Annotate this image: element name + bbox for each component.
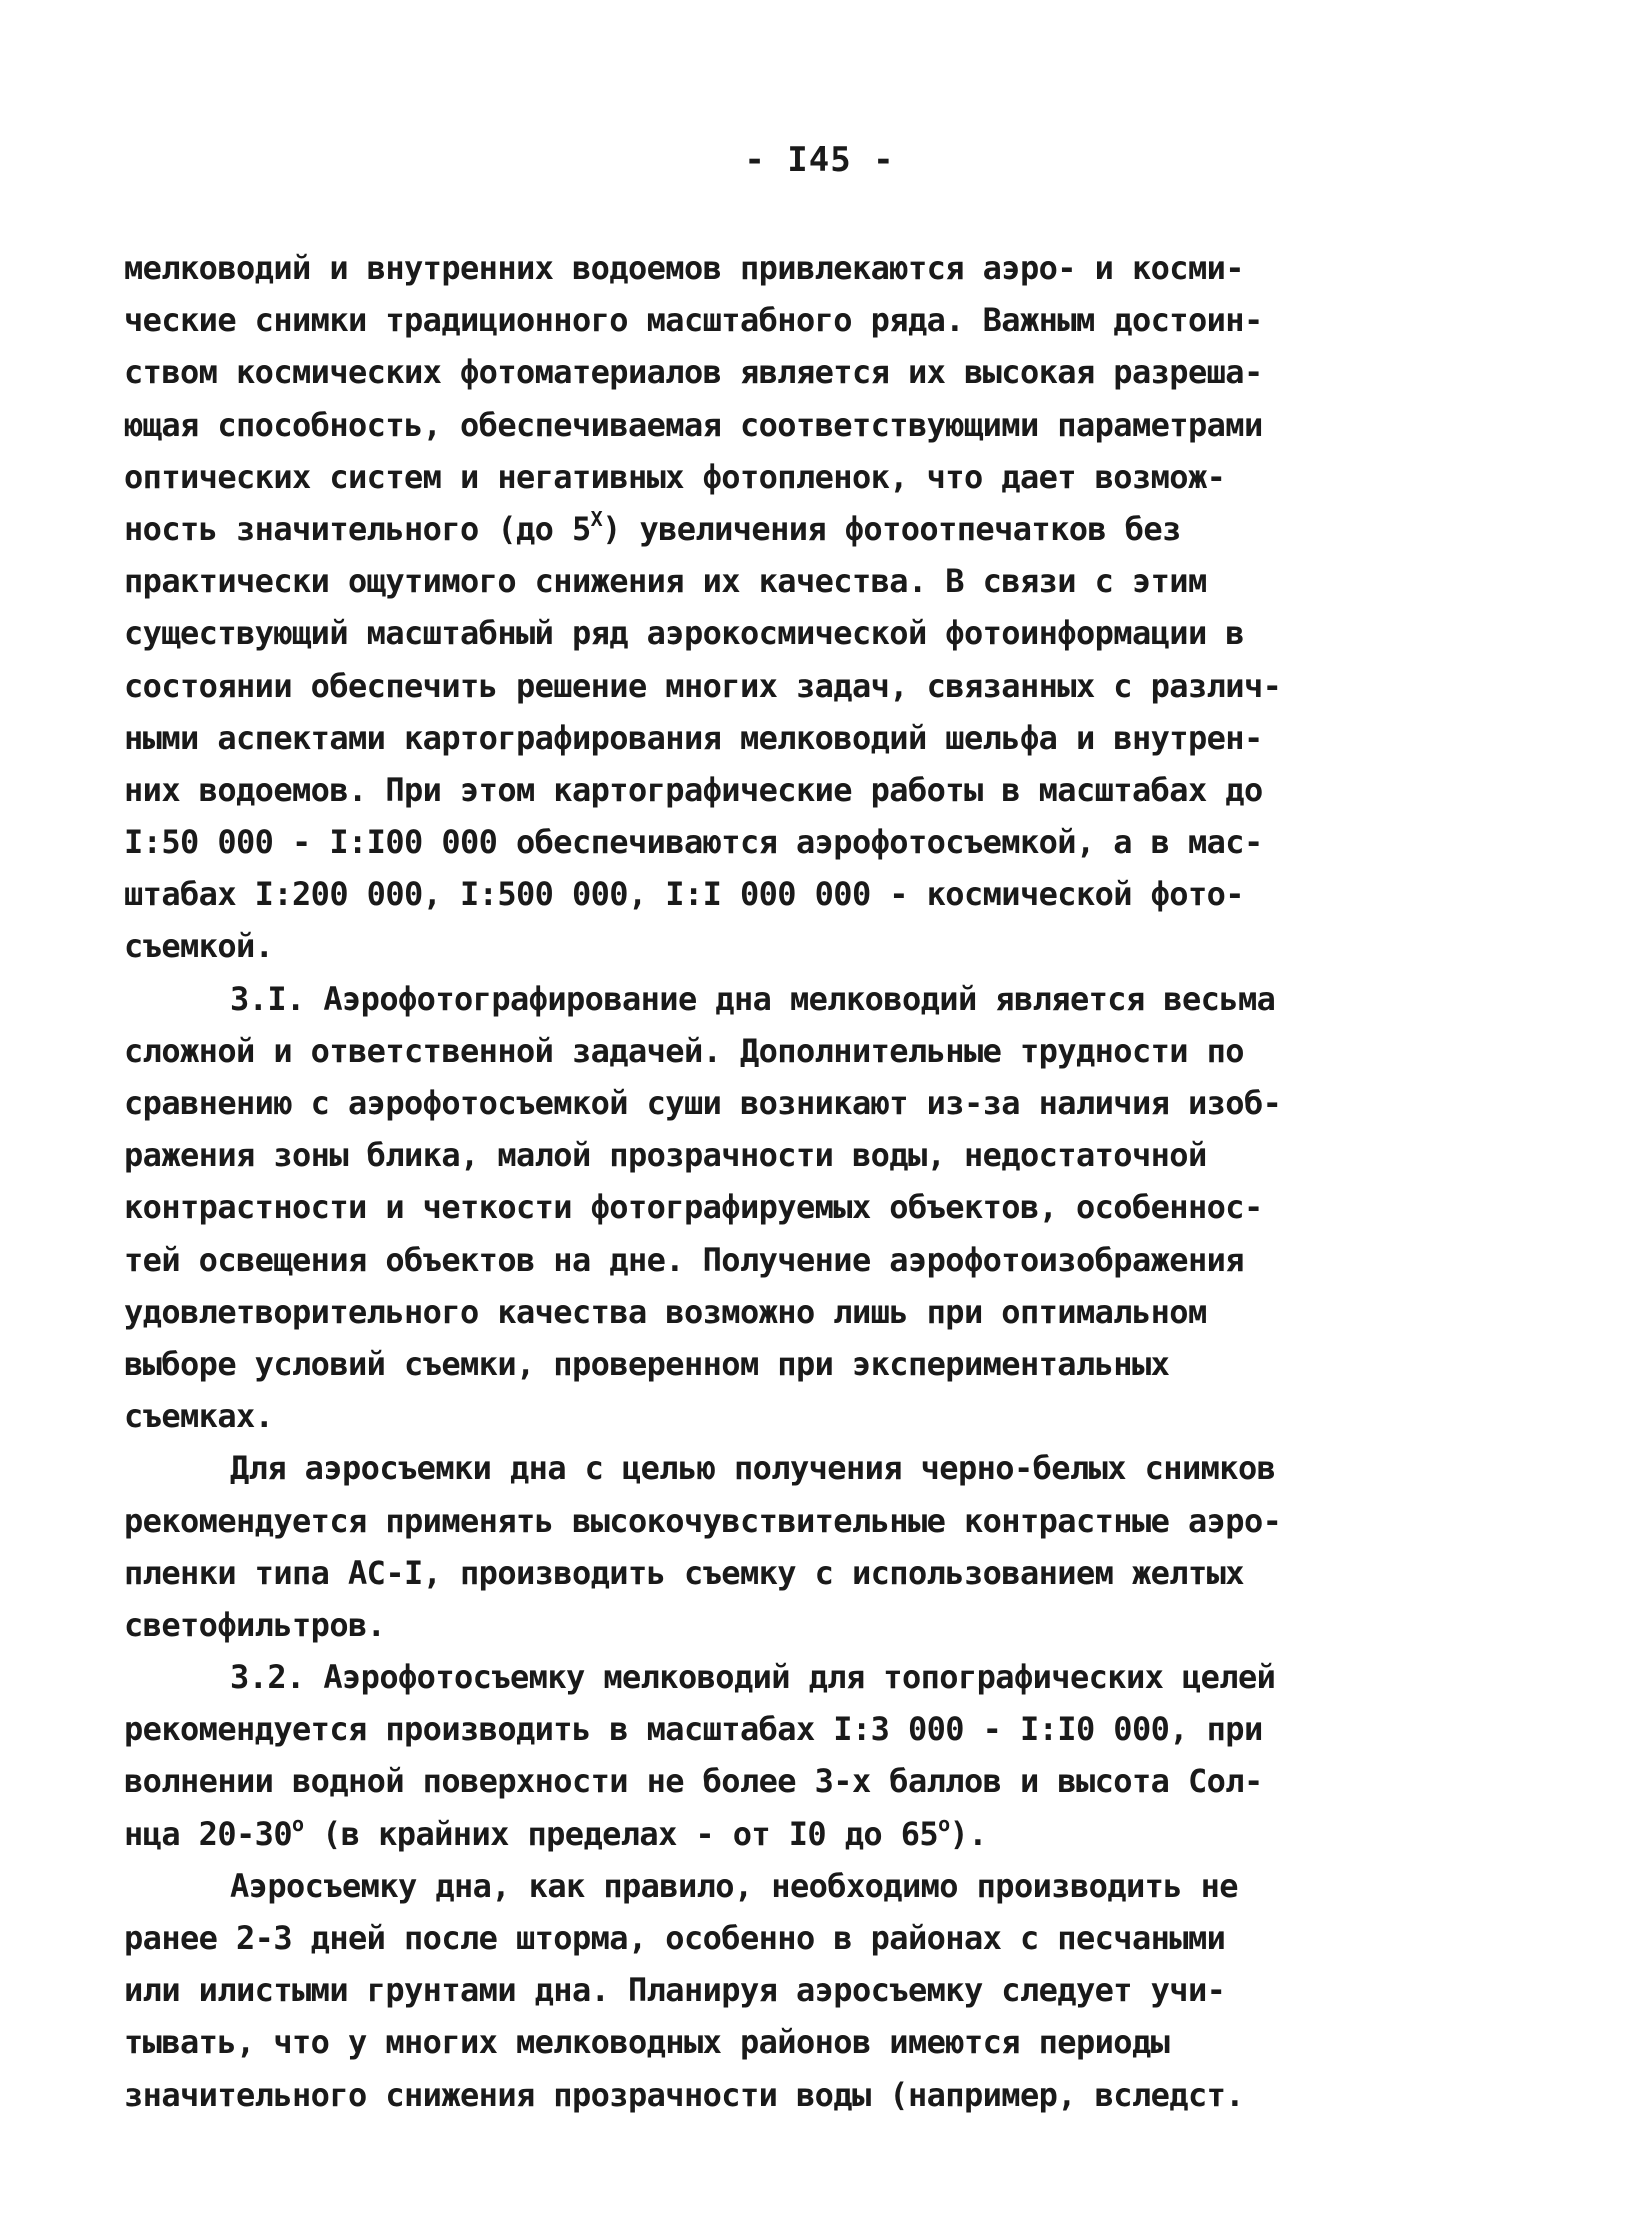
line-text: тей освещения объектов на дне. Получение аэрофотоизображения — [124, 1240, 1244, 1279]
text-line — [124, 1651, 1454, 1703]
text-line — [124, 1338, 1454, 1390]
line-text: съемках. — [124, 1397, 274, 1436]
line-text: или илистыми грунтами дна. Планируя аэросъемку следует учи- — [124, 1971, 1226, 2010]
line-text: контрастности и четкости фотографируемых объектов, особеннос- — [124, 1188, 1263, 1227]
text-line — [124, 2069, 1454, 2121]
text-line — [124, 1390, 1454, 1442]
text-line — [124, 451, 1454, 503]
line-text: тывать, что у многих мелководных районов имеются периоды — [124, 2023, 1170, 2062]
line-text: пленки типа АС-I, производить съемку с использованием желтых — [124, 1553, 1244, 1592]
text-line — [124, 1547, 1454, 1599]
line-text: ными аспектами картографирования мелководий шельфа и внутрен- — [124, 718, 1263, 757]
body-text — [124, 242, 1454, 2121]
line-text-continued: ) увеличения фотоотпечатков без — [602, 509, 1181, 548]
line-text: 3.I. Аэрофотографирование дна мелководий является весьма — [230, 979, 1276, 1018]
text-line — [124, 764, 1454, 816]
line-text: нца 20-30 — [124, 1814, 292, 1853]
superscript: X — [590, 506, 603, 531]
text-line — [124, 816, 1454, 868]
text-line — [124, 242, 1454, 294]
text-line — [124, 346, 1454, 398]
line-text: Аэросъемку дна, как правило, необходимо производить не — [230, 1866, 1238, 1905]
line-text: рекомендуется производить в масштабах I:3 000 - I:I0 000, при — [124, 1710, 1263, 1749]
line-text: Для аэросъемки дна с целью получения черно-белых снимков — [230, 1449, 1276, 1488]
text-line — [124, 399, 1454, 451]
text-line — [124, 1181, 1454, 1233]
text-line — [124, 503, 1454, 555]
line-text: I:50 000 - I:I00 000 обеспечиваются аэрофотосъемкой, а в мас- — [124, 823, 1263, 862]
superscript: o — [292, 1811, 304, 1836]
line-text-continued: (в крайних пределах - от I0 до 65 — [303, 1814, 939, 1853]
line-text: ражения зоны блика, малой прозрачности воды, недостаточной — [124, 1136, 1207, 1175]
text-line — [124, 868, 1454, 920]
text-line — [124, 1442, 1454, 1494]
line-text: значительного снижения прозрачности воды (например, вследст. — [124, 2075, 1244, 2114]
text-line — [124, 973, 1454, 1025]
line-text: удовлетворительного качества возможно лишь при оптимальном — [124, 1292, 1207, 1331]
line-text: состоянии обеспечить решение многих задач, связанных с различ- — [124, 666, 1282, 705]
line-text: съемкой. — [124, 927, 274, 966]
line-text: практически ощутимого снижения их качества. В связи с этим — [124, 562, 1207, 601]
line-text: ющая способность, обеспечиваемая соответствующими параметрами — [124, 405, 1263, 444]
line-text: светофильтров. — [124, 1605, 386, 1644]
line-text: выборе условий съемки, проверенном при экспериментальных — [124, 1344, 1170, 1383]
text-line — [124, 1599, 1454, 1651]
line-text: мелководий и внутренних водоемов привлекаются аэро- и косми- — [124, 249, 1244, 287]
line-text: них водоемов. При этом картографические работы в масштабах до — [124, 770, 1263, 809]
text-line — [124, 1964, 1454, 2016]
page-number: - I45 - — [744, 140, 895, 180]
text-line — [124, 294, 1454, 346]
superscript: o — [938, 1811, 950, 1836]
line-text: оптических систем и негативных фотопленок, что дает возмож- — [124, 457, 1226, 496]
line-text: штабах I:200 000, I:500 000, I:I 000 000 - космической фото- — [124, 875, 1244, 914]
line-text: существующий масштабный ряд аэрокосмической фотоинформации в — [124, 614, 1244, 653]
text-line — [124, 1129, 1454, 1181]
text-line — [124, 1286, 1454, 1338]
line-text: ческие снимки традиционного масштабного ряда. Важным достоин- — [124, 301, 1263, 340]
line-text: сравнению с аэрофотосъемкой суши возникают из-за наличия изоб- — [124, 1084, 1282, 1122]
line-text: ством космических фотоматериалов является их высокая разреша- — [124, 353, 1263, 392]
text-line — [124, 712, 1454, 764]
text-line — [124, 1703, 1454, 1755]
text-line — [124, 1234, 1454, 1286]
text-line — [124, 1860, 1454, 1912]
line-text: ность значительного (до 5 — [124, 509, 591, 548]
line-text: сложной и ответственной задачей. Дополнительные трудности по — [124, 1031, 1244, 1070]
line-text-continued: ). — [949, 1814, 987, 1853]
text-line — [124, 1495, 1454, 1547]
line-text: 3.2. Аэрофотосъемку мелководий для топографических целей — [230, 1658, 1276, 1697]
text-line — [124, 660, 1454, 712]
text-line — [124, 1077, 1454, 1129]
line-text: ранее 2-3 дней после шторма, особенно в районах с песчаными — [124, 1919, 1226, 1957]
line-text: рекомендуется применять высокочувствительные контрастные аэро- — [124, 1501, 1282, 1540]
text-line — [124, 555, 1454, 607]
text-line — [124, 1912, 1454, 1964]
text-line — [124, 607, 1454, 659]
text-line — [124, 920, 1454, 972]
line-text: волнении водной поверхности не более 3-х баллов и высота Сол- — [124, 1762, 1263, 1801]
text-line — [124, 1808, 1454, 1860]
text-line — [124, 2016, 1454, 2068]
text-line — [124, 1025, 1454, 1077]
text-line — [124, 1755, 1454, 1807]
